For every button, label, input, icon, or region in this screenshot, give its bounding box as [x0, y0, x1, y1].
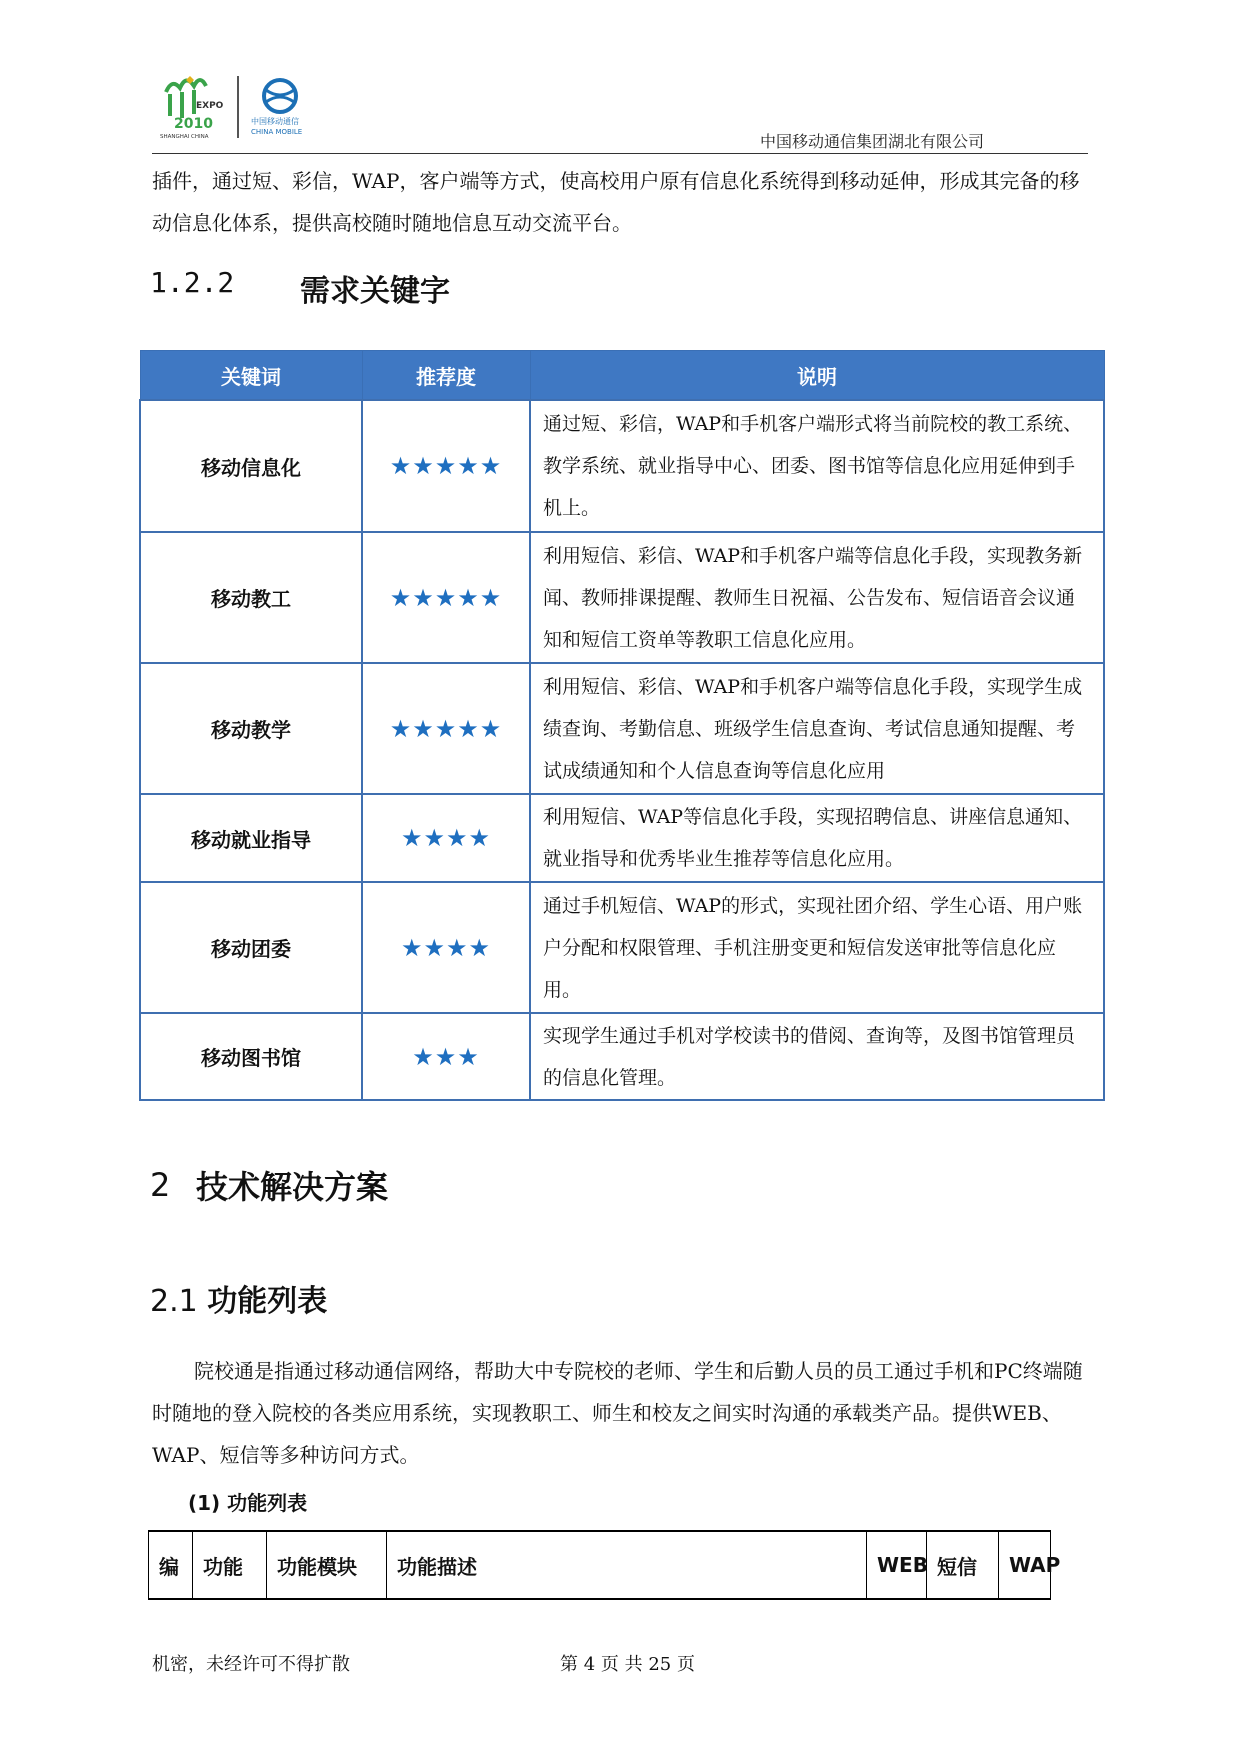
col-header-sms: 短信 [927, 1531, 999, 1599]
svg-text:SHANGHAI CHINA: SHANGHAI CHINA [160, 134, 209, 140]
section-2-1-heading [150, 1276, 327, 1320]
col-header-function: 功能 [193, 1531, 267, 1599]
keyword-cell: 移动图书馆 [140, 1013, 362, 1100]
section-2-1-title: 功能列表 [207, 1284, 328, 1319]
svg-text:EXPO: EXPO [196, 101, 224, 111]
table-row [140, 400, 1104, 532]
section-1-2-2-title: 需求关键字 [300, 274, 450, 309]
rating-stars: ★★★★ [362, 794, 530, 882]
china-mobile-logo [248, 76, 312, 138]
keyword-table [139, 350, 1105, 1101]
svg-text:CHINA MOBILE: CHINA MOBILE [251, 128, 303, 136]
svg-text:2010: 2010 [174, 116, 213, 132]
keyword-cell: 移动团委 [140, 882, 362, 1013]
col-header-function-desc: 功能描述 [387, 1531, 867, 1599]
footer-page-number: 第 4 页 共 25 页 [560, 1654, 695, 1675]
col-header-description: 说明 [530, 351, 1104, 401]
section-2-title: 技术解决方案 [196, 1168, 389, 1206]
description-cell: 通过短、彩信，WAP和手机客户端形式将当前院校的教工系统、教学系统、就业指导中心、团委、图书馆等信息化应用延伸到手机上。 [530, 400, 1104, 532]
table-row [140, 794, 1104, 882]
keyword-cell: 移动教学 [140, 663, 362, 794]
rating-stars: ★★★★★ [362, 663, 530, 794]
rating-stars: ★★★★ [362, 882, 530, 1013]
table-row [140, 882, 1104, 1013]
description-cell: 利用短信、彩信、WAP和手机客户端等信息化手段，实现学生成绩查询、考勤信息、班级学生信息查询、考试信息通知提醒、考试成绩通知和个人信息查询等信息化应用 [530, 663, 1104, 794]
section-2-1-number: 2.1 [150, 1284, 198, 1319]
table-row [140, 532, 1104, 663]
keyword-cell: 移动教工 [140, 532, 362, 663]
product-description-paragraph: 院校通是指通过移动通信网络，帮助大中专院校的老师、学生和后勤人员的员工通过手机和PC终端随时随地的登入院校的各类应用系统，实现教职工、师生和校友之间实时沟通的承载类产品。提供WEB、WAP、短信等多种访问方式。 [152, 1359, 1083, 1467]
col-header-keyword: 关键词 [140, 351, 362, 401]
logo-divider [237, 76, 239, 138]
function-list-caption: (1) 功能列表 [188, 1491, 308, 1515]
expo-2010-logo [160, 72, 228, 140]
col-header-web: WEB [867, 1531, 927, 1599]
table-row [140, 1013, 1104, 1100]
keyword-cell: 移动信息化 [140, 400, 362, 532]
keyword-cell: 移动就业指导 [140, 794, 362, 882]
description-cell: 通过手机短信、WAP的形式，实现社团介绍、学生心语、用户账户分配和权限管理、手机注册变更和短信发送审批等信息化应用。 [530, 882, 1104, 1013]
section-2-number: 2 [150, 1166, 171, 1204]
col-header-rating: 推荐度 [362, 351, 530, 401]
company-name: 中国移动通信集团湖北有限公司 [760, 132, 985, 151]
col-header-module: 功能模块 [267, 1531, 387, 1599]
footer-confidential: 机密，未经许可不得扩散 [152, 1654, 350, 1675]
intro-paragraph: 插件，通过短、彩信，WAP，客户端等方式，使高校用户原有信息化系统得到移动延伸，形成其完备的移动信息化体系，提供高校随时随地信息互动交流平台。 [152, 169, 1080, 235]
rating-stars: ★★★ [362, 1013, 530, 1100]
table-row [140, 663, 1104, 794]
keyword-table-header [140, 351, 1104, 401]
col-header-wap: WAP [999, 1531, 1051, 1599]
description-cell: 利用短信、彩信、WAP和手机客户端等信息化手段，实现教务新闻、教师排课提醒、教师生日祝福、公告发布、短信语音会议通知和短信工资单等教职工信息化应用。 [530, 532, 1104, 663]
function-table-header [149, 1531, 1051, 1599]
rating-stars: ★★★★★ [362, 400, 530, 532]
header-rule [152, 153, 1088, 154]
function-table [148, 1530, 1061, 1600]
rating-stars: ★★★★★ [362, 532, 530, 663]
description-cell: 实现学生通过手机对学校读书的借阅、查询等，及图书馆管理员的信息化管理。 [530, 1013, 1104, 1100]
description-cell: 利用短信、WAP等信息化手段，实现招聘信息、讲座信息通知、就业指导和优秀毕业生推荐等信息化应用。 [530, 794, 1104, 882]
svg-text:中国移动通信: 中国移动通信 [251, 117, 299, 126]
section-1-2-2-number: 1.2.2 [150, 266, 235, 299]
col-header-no: 编 [149, 1531, 193, 1599]
